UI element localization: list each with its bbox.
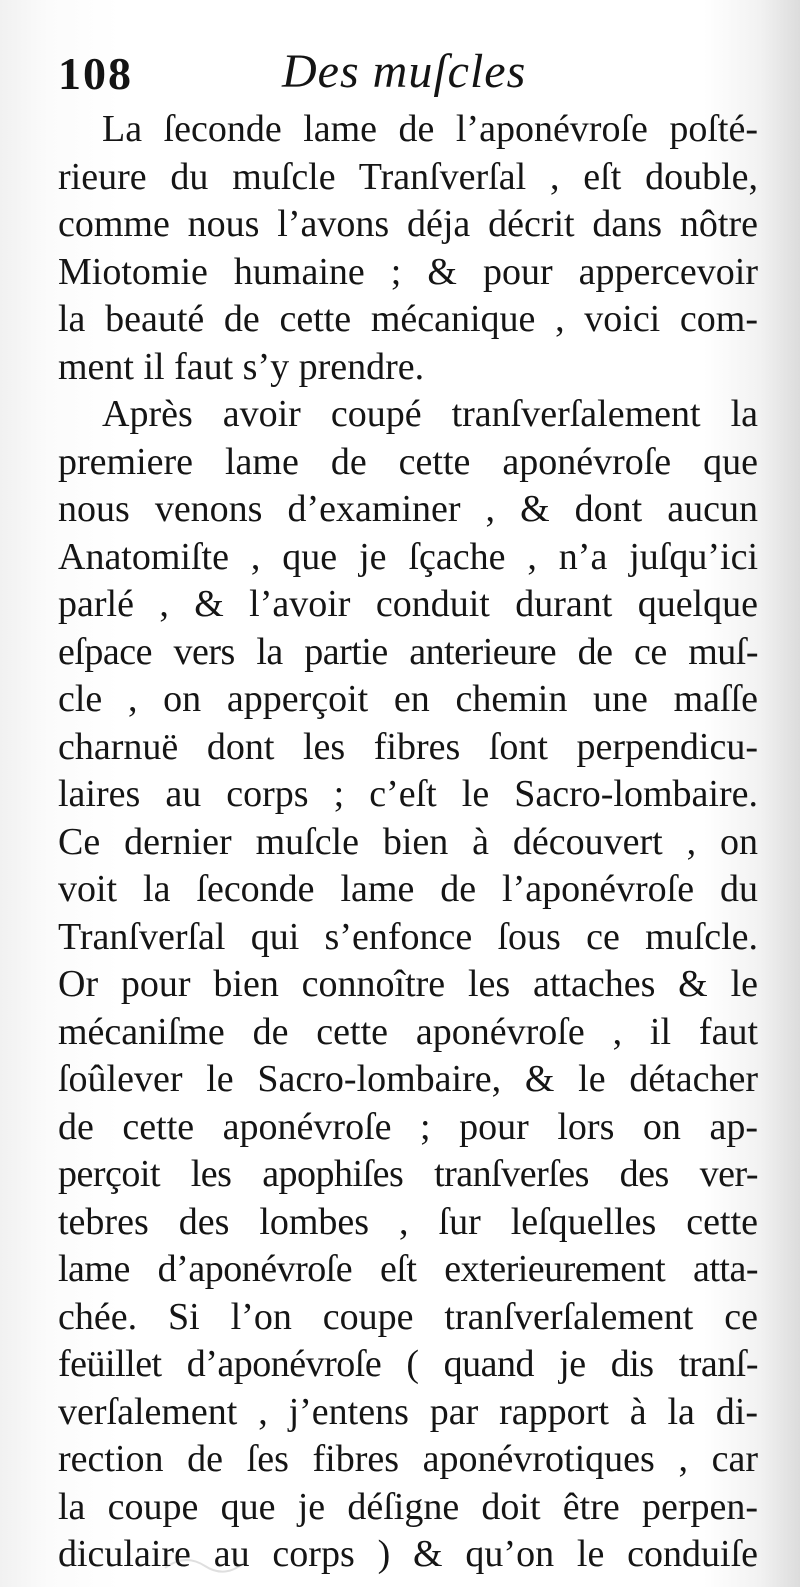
- page-number: 108: [58, 48, 133, 99]
- scan-smudge: [160, 1548, 250, 1578]
- text-line: eſpace vers la partie anterieure de ce muſ-: [58, 630, 758, 673]
- text-line: chée. Si l’on coupe tranſverſalement ce: [58, 1295, 758, 1338]
- text-line: la coupe que je déſigne doit être perpen-: [58, 1485, 758, 1528]
- text-line: feüillet d’aponévroſe ( quand je dis tranſ-: [58, 1343, 758, 1385]
- text-line: voit la ſeconde lame de l’aponévroſe du: [58, 868, 758, 910]
- text-line: comme nous l’avons déja décrit dans nôtre: [58, 203, 758, 245]
- text-line: rieure du muſcle Tranſverſal , eſt double,: [58, 155, 758, 198]
- text-line: la beauté de cette mécanique , voici com-: [58, 298, 758, 340]
- page-header: [58, 42, 758, 106]
- text-line: Anatomiſte , que je ſçache , n’a juſqu’ici: [58, 535, 758, 578]
- text-line: tebres des lombes , ſur leſquelles cette: [58, 1200, 758, 1243]
- text-line: de cette aponévroſe ; pour lors on ap-: [58, 1105, 758, 1148]
- text-line: perçoit les apophiſes tranſverſes des ver-: [58, 1153, 758, 1195]
- text-line: La ſeconde lame de l’aponévroſe poſté-: [102, 108, 758, 150]
- text-line: parlé , & l’avoir conduit durant quelque: [58, 583, 758, 625]
- text-line: Miotomie humaine ; & pour appercevoir: [58, 250, 758, 293]
- text-line: nous venons d’examiner , & dont aucun: [58, 488, 758, 530]
- running-head: Des muſcles: [282, 45, 527, 98]
- text-line: ment il faut s’y prendre.: [58, 345, 425, 388]
- text-line: rection de ſes fibres aponévrotiques , car: [58, 1438, 758, 1480]
- text-line: Tranſverſal qui s’enfonce ſous ce muſcle.: [58, 915, 758, 958]
- text-line: Après avoir coupé tranſverſalement la: [102, 393, 758, 435]
- text-line: laires au corps ; c’eſt le Sacro-lombaire.: [58, 773, 758, 815]
- text-line: Ce dernier muſcle bien à découvert , on: [58, 820, 758, 863]
- text-line: premiere lame de cette aponévroſe que: [58, 440, 758, 483]
- body-text: [58, 106, 758, 1579]
- text-line: diculaire au corps ) & qu’on le conduiſe: [58, 1533, 758, 1575]
- text-line: verſalement , j’entens par rapport à la di-: [58, 1390, 758, 1433]
- text-line: lame d’aponévroſe eſt exterieurement atta-: [58, 1248, 758, 1290]
- text-line: cle , on apperçoit en chemin une maſſe: [58, 678, 758, 720]
- text-line: charnuë dont les fibres ſont perpendicu-: [58, 725, 758, 768]
- text-line: mécaniſme de cette aponévroſe , il faut: [58, 1010, 758, 1053]
- text-line: ſoûlever le Sacro-lombaire, & le détacher: [58, 1058, 758, 1100]
- text-line: Or pour bien connoître les attaches & le: [58, 963, 758, 1005]
